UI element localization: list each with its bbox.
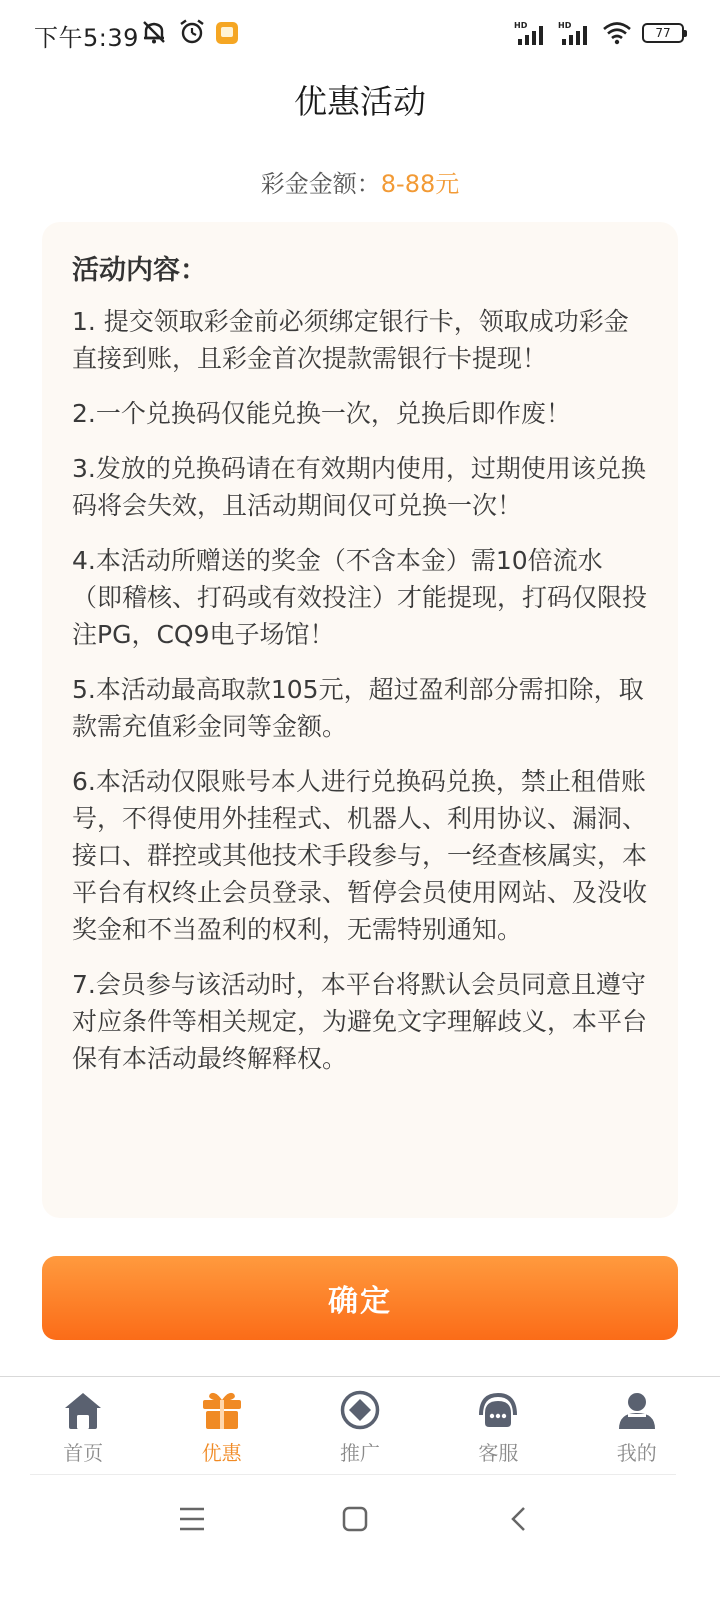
app-notification-icon [216,22,238,44]
gift-icon [201,1389,243,1431]
divider [30,1474,676,1475]
tab-promotions-label: 优惠 [201,1441,242,1465]
hd-signal-icon [514,20,548,46]
tab-profile[interactable] [577,1377,697,1466]
hd-signal-icon-2 [558,20,592,46]
bonus-value: 8-88元 [380,170,460,198]
rule-item: 5.本活动最高取款105元，超过盈利部分需扣除，取款需充值彩金同等金额。 [72,675,644,741]
page-title: 优惠活动 [294,82,426,121]
rule-item: 7.会员参与该活动时，本平台将默认会员同意且遵守对应条件等相关规定，为避免文字理解歧义，本平台保有本活动最终解释权。 [72,970,648,1073]
status-time: 下午5:39 [34,24,139,52]
battery-icon: 77 [642,23,684,43]
alarm-icon [178,18,206,46]
promote-icon [339,1389,381,1431]
profile-icon [616,1389,658,1431]
tab-promote[interactable] [300,1377,420,1466]
menu-icon[interactable] [178,1506,206,1532]
wifi-icon [602,21,632,45]
tab-promote-label: 推广 [339,1441,380,1465]
bonus-amount [0,164,720,199]
rule-item: 4.本活动所赠送的奖金（不含本金）需10倍流水（即稽核、打码或有效投注）才能提现，打码仅限投注PG，CQ9电子场馆！ [72,546,648,649]
rule-item: 2.一个兑换码仅能兑换一次，兑换后即作废！ [72,399,571,428]
activity-content-heading: 活动内容： [72,255,207,286]
svg-text:HD: HD [558,21,572,30]
tab-home-label: 首页 [63,1441,104,1465]
customer-service-icon [477,1389,519,1431]
status-bar [0,0,720,70]
bonus-label: 彩金金额： [260,170,381,198]
system-nav-bar [0,1480,720,1600]
status-right-icons [514,20,684,46]
back-icon[interactable] [508,1505,528,1533]
svg-text:HD: HD [514,21,528,30]
rule-item: 6.本活动仅限账号本人进行兑换码兑换，禁止租借账号，不得使用外挂程式、机器人、利用协议、漏洞、接口、群控或其他技术手段参与，一经查核属实，本平台有权终止会员登录、暂停会员使用网站、及没收奖金和不当盈利的权利，无需特别通知。 [72,767,648,944]
home-square-icon[interactable] [342,1506,368,1532]
tab-promotions[interactable] [162,1377,282,1466]
mute-icon [140,18,168,46]
tab-home[interactable] [23,1377,143,1466]
tab-customer-service-label: 客服 [478,1441,519,1465]
status-left-icons [140,18,238,46]
tab-profile-label: 我的 [616,1441,657,1465]
confirm-button[interactable]: 确定 [42,1256,678,1340]
bottom-tab-bar [0,1376,720,1474]
rule-item: 1. 提交领取彩金前必须绑定银行卡，领取成功彩金直接到账，且彩金首次提款需银行卡提现！ [72,307,629,373]
rule-item: 3.发放的兑换码请在有效期内使用，过期使用该兑换码将会失效，且活动期间仅可兑换一次！ [72,454,646,520]
activity-content-card [42,222,678,1218]
home-icon [62,1389,104,1431]
tab-customer-service[interactable] [438,1377,558,1466]
